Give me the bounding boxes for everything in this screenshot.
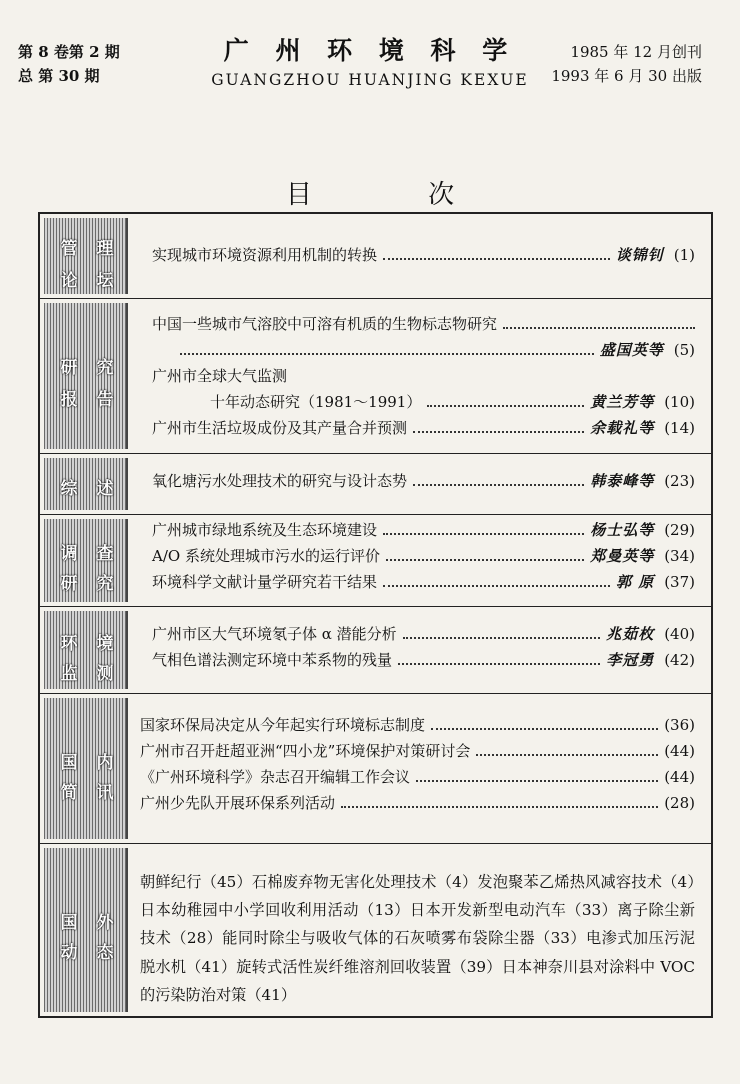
entry-title: 实现城市环境资源利用机制的转换 — [152, 246, 378, 264]
label-char: 研 — [60, 358, 78, 378]
entry-author: 韩泰峰等 — [590, 472, 655, 490]
leader-dots — [403, 637, 601, 639]
leader-dots — [427, 405, 584, 407]
entry-author: 郑曼英等 — [590, 547, 655, 565]
section-label — [44, 611, 128, 689]
entry-title: 广州少先队开展环保系列活动 — [140, 794, 336, 812]
label-char: 坛 — [96, 271, 114, 291]
entry-author: 余载礼等 — [590, 419, 655, 437]
section-environmental-monitoring — [40, 607, 711, 694]
entry-author: 杨士弘等 — [590, 521, 655, 539]
toc-entry[interactable] — [140, 792, 695, 816]
publication-info — [551, 40, 702, 88]
label-char: 管 — [60, 239, 78, 259]
label-char: 讯 — [96, 783, 114, 803]
leader-dots — [180, 353, 594, 355]
toc-entry[interactable] — [152, 519, 695, 543]
entry-page: (5) — [673, 341, 695, 359]
leader-dots — [341, 806, 658, 808]
toc-entry[interactable] — [152, 623, 695, 647]
journal-pinyin: GUANGZHOU HUANJING KEXUE — [211, 71, 529, 89]
label-char: 理 — [96, 239, 114, 259]
toc-entry[interactable] — [152, 313, 695, 337]
leader-dots — [476, 754, 658, 756]
journal-masthead — [160, 36, 580, 92]
entry-title: 气相色谱法测定环境中苯系物的残量 — [152, 651, 393, 669]
label-char: 查 — [96, 544, 114, 564]
toc-table — [38, 212, 713, 1018]
label-char: 究 — [96, 574, 114, 594]
entry-page: (29) — [664, 521, 695, 539]
section-management-forum — [40, 214, 711, 299]
section-foreign-news — [40, 844, 711, 1016]
toc-entry[interactable] — [140, 740, 695, 764]
leader-dots — [398, 663, 600, 665]
label-char: 环 — [60, 634, 78, 654]
toc-entry[interactable] — [140, 766, 695, 790]
leader-dots — [431, 728, 658, 730]
label-char: 究 — [96, 358, 114, 378]
entry-page: (10) — [664, 393, 695, 411]
label-char: 报 — [60, 390, 78, 410]
leader-dots — [503, 327, 695, 329]
label-char: 动 — [60, 943, 78, 963]
label-char: 综 — [60, 479, 78, 499]
published-date: 1993 年 6 月 30 出版 — [551, 67, 702, 85]
entry-page: (40) — [664, 625, 695, 643]
label-char: 论 — [60, 271, 78, 291]
toc-entry-continued[interactable] — [180, 339, 695, 363]
journal-title: 广 州 环 境 科 学 — [223, 36, 517, 65]
label-char: 监 — [60, 664, 78, 684]
toc-entry[interactable] — [152, 649, 695, 673]
leader-dots — [413, 484, 584, 486]
label-char: 境 — [96, 634, 114, 654]
section-label — [44, 848, 128, 1012]
label-char: 内 — [96, 753, 114, 773]
founded-date: 1985 年 12 月创刊 — [570, 43, 702, 61]
section-review — [40, 454, 711, 515]
entry-title: 广州城市绿地系统及生态环境建设 — [152, 521, 378, 539]
entry-author: 黄兰芳等 — [590, 393, 655, 411]
leader-dots — [383, 533, 584, 535]
entry-title: 环境科学文献计量学研究若干结果 — [152, 573, 378, 591]
entry-title: 广州市生活垃圾成份及其产量合并预测 — [152, 419, 408, 437]
toc-entry[interactable] — [152, 417, 695, 441]
entry-title: 广州市召开赶超亚洲“四小龙”环境保护对策研讨会 — [140, 742, 471, 760]
label-char: 态 — [96, 943, 114, 963]
entry-author: 盛国英等 — [599, 341, 664, 359]
label-char: 简 — [60, 783, 78, 803]
total-issue: 总 第 30 期 — [18, 67, 100, 85]
entry-title: 中国一些城市气溶胶中可溶有机质的生物标志物研究 — [152, 315, 498, 333]
entry-author: 谈锦钊 — [615, 246, 664, 264]
entry-page: (44) — [664, 742, 695, 760]
label-char: 国 — [60, 913, 78, 933]
volume-issue: 第 8 卷第 2 期 — [18, 43, 120, 61]
entry-title: 广州市区大气环境氡子体 α 潜能分析 — [152, 625, 397, 643]
entry-page: (42) — [664, 651, 695, 669]
label-char: 外 — [96, 913, 114, 933]
toc-entry[interactable] — [140, 714, 695, 738]
section-research-reports — [40, 299, 711, 454]
entry-page: (37) — [664, 573, 695, 591]
leader-dots — [386, 559, 584, 561]
leader-dots — [383, 258, 610, 260]
entry-page: (1) — [673, 246, 695, 264]
entry-title: 《广州环境科学》杂志召开编辑工作会议 — [140, 768, 411, 786]
toc-title: 目 次 — [285, 180, 509, 210]
label-char: 调 — [60, 544, 78, 564]
section-label — [44, 218, 128, 294]
section-survey-research — [40, 515, 711, 607]
section-label — [44, 698, 128, 839]
entry-page: (36) — [664, 716, 695, 734]
entry-title: A/O 系统处理城市污水的运行评价 — [152, 547, 380, 565]
toc-entry[interactable] — [152, 244, 695, 268]
label-char: 国 — [60, 753, 78, 773]
issue-info — [18, 40, 120, 88]
toc-entry[interactable] — [152, 470, 695, 494]
entry-title: 广州市全球大气监测 — [152, 367, 288, 385]
section-label — [44, 458, 128, 510]
foreign-news-paragraph: 朝鲜纪行（45）石棉废弃物无害化处理技术（4）发泡聚苯乙烯热风减容技术（4）日本幼稚园中小学回收利用活动（13）日本开发新型电动汽车（33）离子除尘新技术（28）能同时除尘与吸收气体的石灰喷雾布袋除尘器（33）电渗式加压污泥脱水机（41）旋转式活性炭纤维溶剂回收装置（39）日本神奈川县对涂料中 VOC 的污染防治对策（41） — [140, 873, 695, 1004]
section-label — [44, 519, 128, 602]
section-domestic-news — [40, 694, 711, 844]
entry-title: 国家环保局决定从今年起实行环境标志制度 — [140, 716, 426, 734]
section-label — [44, 303, 128, 449]
entry-title: 十年动态研究（1981～1991） — [210, 393, 422, 411]
toc-entry[interactable] — [152, 545, 695, 569]
toc-entry[interactable] — [152, 571, 695, 595]
entry-author: 郭 原 — [615, 573, 655, 591]
entry-page: (14) — [664, 419, 695, 437]
entry-page: (28) — [664, 794, 695, 812]
entry-author: 李冠勇 — [606, 651, 655, 669]
label-char: 告 — [96, 390, 114, 410]
entry-author: 兆茹枚 — [606, 625, 655, 643]
label-char: 研 — [60, 574, 78, 594]
toc-entry[interactable] — [152, 365, 695, 389]
entry-page: (44) — [664, 768, 695, 786]
label-char: 述 — [96, 479, 114, 499]
leader-dots — [416, 780, 658, 782]
entry-page: (23) — [664, 472, 695, 490]
entry-page: (34) — [664, 547, 695, 565]
leader-dots — [383, 585, 610, 587]
entry-title: 氧化塘污水处理技术的研究与设计态势 — [152, 472, 408, 490]
leader-dots — [413, 431, 584, 433]
toc-entry-continued[interactable] — [210, 391, 695, 415]
label-char: 测 — [96, 664, 114, 684]
